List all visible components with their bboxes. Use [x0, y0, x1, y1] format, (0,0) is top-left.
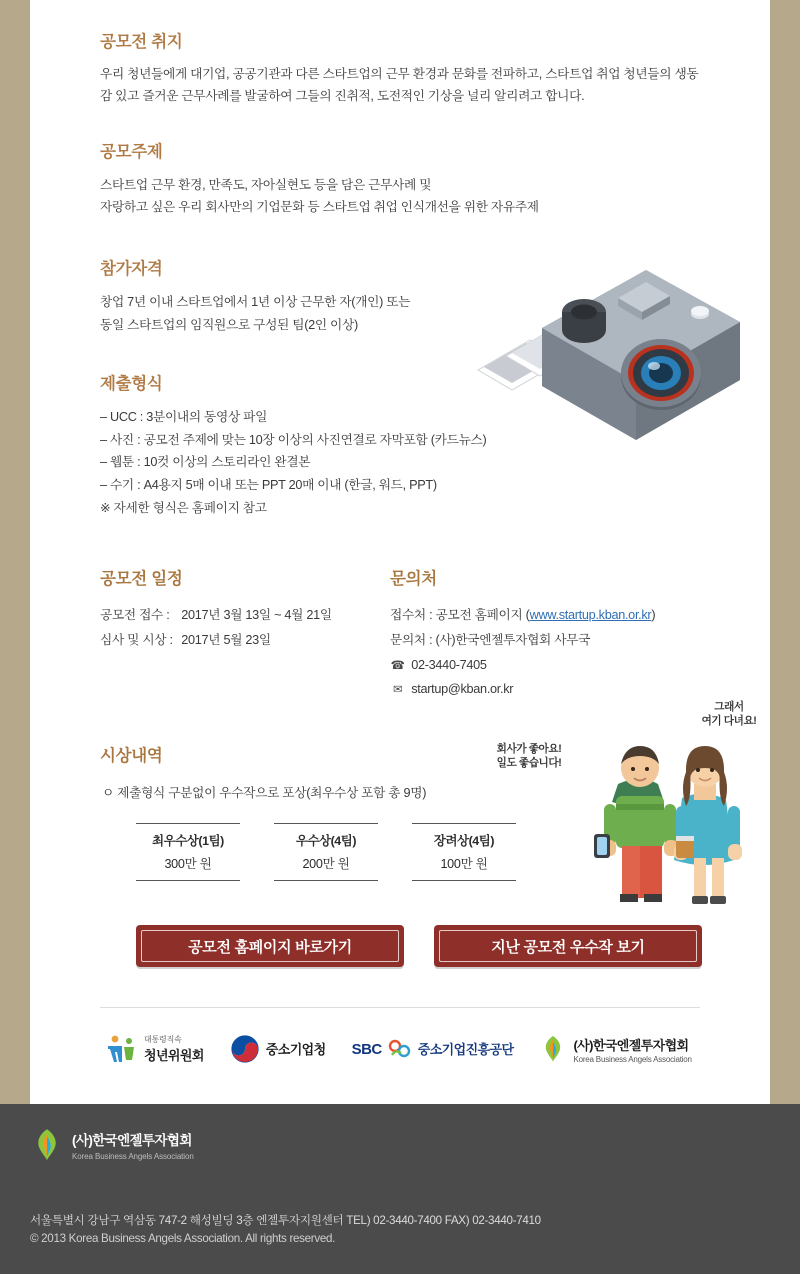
phone-icon: ☎	[390, 659, 405, 672]
contact-email[interactable]: startup@kban.or.kr	[411, 682, 514, 697]
cta-button-row	[136, 925, 730, 967]
contact-reception-label: 접수처 : 공모전 홈페이지 (	[390, 608, 530, 623]
kban-logo-sub: Korea Business Angels Association	[573, 1054, 692, 1064]
section-purpose-body: 우리 청년들에게 대기업, 공공기관과 다른 스타트업의 근무 환경과 문화를 전파하고, 스타트업 취업 청년들의 생동감 있고 즐거운 근무사례를 발굴하여 그들의 진취적, 도전적인 기상을 널리 알리려고 합니다.	[100, 67, 699, 103]
past-winners-button-label: 지난 공모전 우수작 보기	[491, 938, 645, 956]
section-qualification-line-1: 창업 7년 이내 스타트업에서 1년 이상 근무한 자(개인) 또는	[100, 294, 411, 309]
sponsor-logo-row	[104, 1032, 730, 1066]
poster-sheet	[30, 0, 770, 1104]
kban-logo-text	[573, 1035, 691, 1064]
footer-logo-text	[72, 1129, 194, 1161]
section-topic	[100, 138, 730, 219]
footer-logo-sub: Korea Business Angels Association	[72, 1152, 194, 1161]
youth-committee-logo	[104, 1032, 204, 1066]
footer-copyright: © 2013 Korea Business Angels Association. All rights reserved.	[30, 1231, 336, 1245]
footer-logo	[30, 1126, 194, 1164]
contact-reception-suffix: )	[651, 608, 656, 623]
youth-committee-logo-text	[144, 1034, 204, 1065]
section-schedule-title: 공모전 일정	[100, 570, 183, 589]
section-topic-line-2: 자랑하고 싶은 우리 회사만의 기업문화 등 스타트업 취업 인식개선을 위한 자유주제	[100, 200, 539, 215]
section-purpose	[100, 28, 730, 108]
award-amount: 200만 원	[302, 857, 350, 872]
award-item	[136, 823, 240, 881]
schedule-row-2-value: 2017년 5월 23일	[181, 632, 271, 647]
sme-admin-logo-main: 중소기업청	[265, 1042, 326, 1058]
footer-address: 서울특별시 강남구 역삼동 747-2 해성빌딩 3층 엔젤투자지원센터 TEL) 02-3440-7400 FAX) 02-3440-7410	[30, 1214, 541, 1227]
bubble-left: 회사가 좋아요! 일도 좋습니다!	[496, 743, 562, 770]
section-contact-title: 문의처	[390, 570, 437, 589]
homepage-button[interactable]	[136, 925, 404, 967]
section-format-line-4: – 수기 : A4용지 5매 이내 또는 PPT 20매 이내 (한글, 워드, PPT)	[100, 477, 437, 492]
kban-footer-mark-icon	[30, 1126, 64, 1164]
section-schedule	[100, 565, 390, 702]
bubble-right: 그래서 여기 다녀요!	[701, 701, 757, 728]
award-name: 우수상(4팀)	[295, 834, 357, 849]
youth-committee-logo-top: 대통령직속	[144, 1034, 182, 1044]
awards-table	[136, 823, 730, 881]
past-winners-button[interactable]	[434, 925, 702, 967]
section-qualification-title: 참가자격	[100, 259, 163, 278]
award-name: 장려상(4팀)	[433, 834, 495, 849]
schedule-row-1-label: 공모전 접수 :	[100, 608, 170, 623]
award-name: 최우수상(1팀)	[152, 834, 224, 849]
sbc-logo	[352, 1039, 514, 1059]
section-topic-line-1: 스타트업 근무 환경, 만족도, 자아실현도 등을 담은 근무사례 및	[100, 177, 432, 192]
youth-committee-logo-main: 청년위원회	[144, 1047, 204, 1063]
section-qualification	[100, 255, 730, 336]
section-format-line-5: ※ 자세한 형식은 홈페이지 참고	[100, 500, 267, 515]
contact-reception	[390, 603, 720, 628]
contact-inquiry: 문의처 : (사)한국엔젤투자협회 사무국	[390, 632, 591, 647]
schedule-contact-row	[100, 565, 730, 702]
mail-icon: ✉	[392, 684, 403, 697]
contact-phone-row	[390, 653, 720, 678]
youth-committee-mark-icon	[104, 1032, 138, 1066]
award-item	[274, 823, 378, 881]
section-format-title: 제출형식	[100, 375, 163, 394]
section-contact	[390, 565, 720, 702]
section-awards-title: 시상내역	[100, 747, 163, 766]
section-format-line-2: – 사진 : 공모전 주제에 맞는 10장 이상의 사진연결로 자막포함 (카드뉴스)	[100, 432, 487, 447]
footer-logo-main: (사)한국엔젤투자협회	[72, 1133, 192, 1148]
taegeuk-icon	[230, 1034, 260, 1064]
section-format-line-3: – 웹툰 : 10컷 이상의 스토리라인 완결본	[100, 455, 311, 470]
award-item	[412, 823, 516, 881]
section-qualification-line-2: 동일 스타트업의 임직원으로 구성된 팀(2인 이상)	[100, 317, 358, 332]
section-purpose-title: 공모전 취지	[100, 33, 183, 51]
sbc-logo-prefix: SBC	[351, 1040, 382, 1058]
sbc-logo-main: 중소기업진흥공단	[417, 1042, 514, 1058]
homepage-button-label: 공모전 홈페이지 바로가기	[188, 938, 352, 956]
contact-phone: 02-3440-7405	[411, 657, 487, 672]
section-format	[100, 370, 730, 519]
sme-admin-logo-text	[266, 1039, 326, 1059]
contact-homepage-link[interactable]: www.startup.kban.or.kr	[529, 608, 652, 623]
schedule-row-1	[100, 603, 390, 628]
kban-mark-icon	[539, 1034, 567, 1064]
section-format-line-1: – UCC : 3분이내의 동영상 파일	[100, 410, 268, 425]
section-topic-title: 공모주제	[100, 142, 163, 161]
award-amount: 100만 원	[440, 857, 488, 872]
footer-address-block	[30, 1212, 541, 1248]
logo-divider	[100, 1007, 700, 1008]
sme-admin-logo	[230, 1034, 326, 1064]
site-footer	[0, 1104, 800, 1274]
sbc-logo-text	[418, 1039, 514, 1059]
sbc-mark-icon	[388, 1039, 412, 1059]
schedule-row-2	[100, 628, 390, 653]
kban-logo-main: (사)한국엔젤투자협회	[573, 1037, 689, 1053]
poster-content	[100, 10, 730, 1066]
schedule-row-2-label: 심사 및 시상 :	[100, 632, 173, 647]
schedule-row-1-value: 2017년 3월 13일 ~ 4월 21일	[181, 608, 332, 623]
award-amount: 300만 원	[164, 857, 212, 872]
section-awards	[100, 742, 730, 881]
contact-email-row	[390, 677, 720, 702]
kban-logo	[539, 1034, 691, 1064]
awards-note: ㅇ 제출형식 구분없이 우수작으로 포상(최우수상 포함 총 9명)	[102, 786, 427, 801]
